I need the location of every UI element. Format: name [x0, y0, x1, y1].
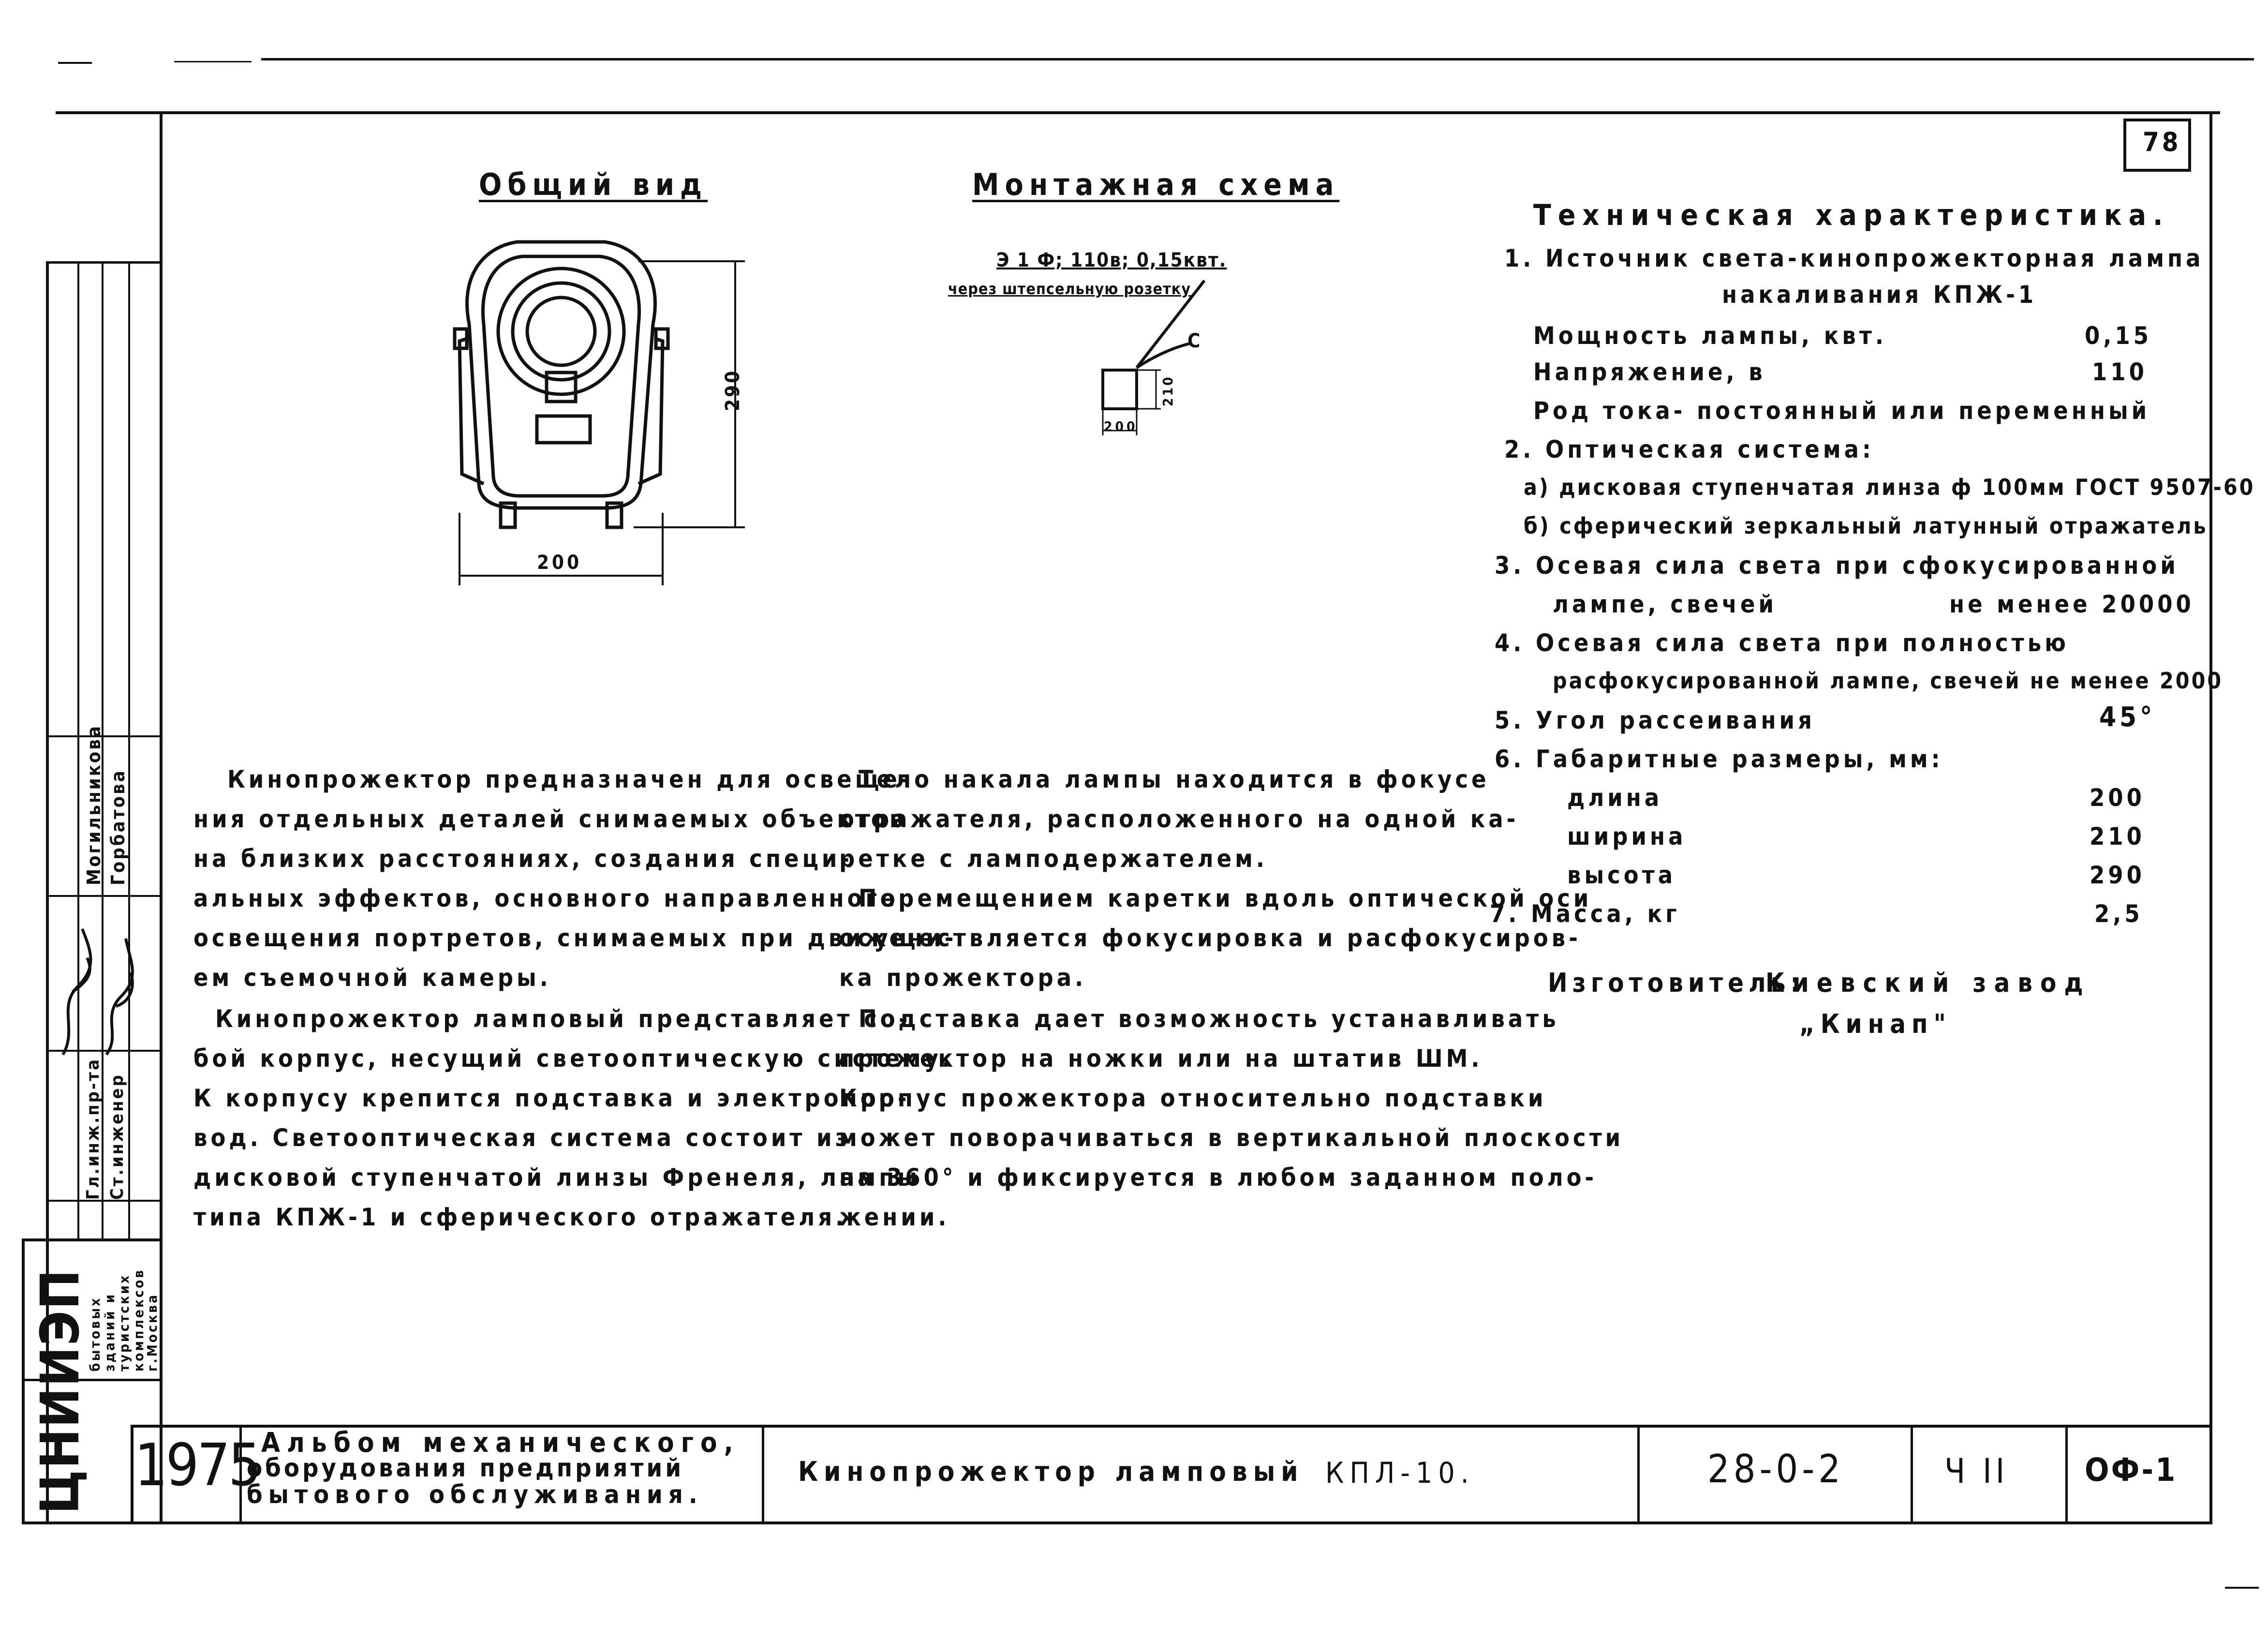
dim-width: 200 — [537, 552, 582, 574]
spec-line: 4. Осевая сила света при полностью — [1495, 629, 2069, 657]
desc-line: К корпусу крепится подставка и электропро- — [193, 1084, 910, 1112]
org-desc-1: бытовых — [87, 1296, 103, 1372]
album-line-1: Альбом механического, — [261, 1427, 740, 1459]
manufacturer-name-2: „Кинап" — [1799, 1009, 1952, 1039]
desc-line: дисковой ступенчатой линзы Френеля, лампы — [193, 1163, 920, 1192]
spec-line: лампе, свечей — [1553, 590, 1777, 618]
spec-line: накаливания КПЖ-1 — [1722, 281, 2037, 309]
sheet-code: ОФ-1 — [2085, 1451, 2178, 1489]
drawing-code: 28-0-2 — [1707, 1446, 1845, 1491]
scheme-dim-w: 200 — [1104, 418, 1138, 434]
desc-line: бой корпус, несущий светооптическую систему. — [193, 1044, 954, 1073]
stamp-role1: Гл.инж.пр-та — [83, 1058, 103, 1200]
desc-line: осуществляется фокусировка и расфокусиров- — [839, 924, 1581, 952]
stamp-role2: Ст.инженер — [107, 1073, 127, 1200]
product-name: Кинопрожектор ламповый — [798, 1456, 1304, 1488]
manufacturer-name: Киевский завод — [1765, 968, 2091, 998]
desc-line: Тело накала лампы находится в фокусе — [859, 765, 1490, 793]
spec-value: 2,5 — [2094, 900, 2143, 928]
scheme-label-c: C — [1187, 330, 1203, 352]
desc-line: ем съемочной камеры. — [193, 964, 551, 992]
year: 1975 — [134, 1432, 260, 1499]
general-view-title: Общий вид — [479, 167, 708, 202]
spec-line: 7. Масса, кг — [1490, 900, 1680, 928]
spec-line: расфокусированной лампе, свечей не менее 2000 — [1553, 668, 2224, 694]
desc-line: типа КПЖ-1 и сферического отражателя. — [193, 1203, 847, 1231]
album-line-3: бытового обслуживания. — [247, 1480, 703, 1509]
frame-right-line — [2209, 111, 2212, 1524]
desc-line: освещения портретов, снимаемых при движени- — [193, 924, 957, 952]
spec-value: 0,15 — [2085, 322, 2152, 350]
desc-line: ретке с ламподержателем. — [839, 845, 1268, 873]
product-model: КПЛ-10. — [1325, 1456, 1475, 1490]
desc-line: вод. Светооптическая система состоит из — [193, 1124, 851, 1152]
spec-line: длина — [1567, 784, 1663, 812]
org-desc-5: г.Москва — [144, 1293, 160, 1372]
spec-line: 3. Осевая сила света при сфокусированной — [1495, 552, 2179, 580]
desc-line: Кинопрожектор предназначен для освеще- — [227, 765, 913, 793]
desc-line: Корпус прожектора относительно подставки — [839, 1084, 1547, 1112]
spec-line: ширина — [1567, 822, 1687, 850]
org-name: ЦНИИЭП — [29, 1268, 91, 1514]
scheme-note-2: через штепсельную розетку — [948, 280, 1191, 298]
desc-line: может поворачиваться в вертикальной плоскости — [839, 1124, 1624, 1152]
mounting-scheme-title: Монтажная схема — [972, 167, 1340, 202]
org-desc-3: туристских — [116, 1273, 132, 1372]
part-number: Ч II — [1944, 1451, 2009, 1491]
spec-value: 200 — [2090, 784, 2145, 812]
frame-top-line — [56, 111, 2220, 114]
spec-value: 45° — [2099, 701, 2156, 733]
frame-bottom-line — [22, 1521, 2212, 1524]
spec-line: 1. Источник света-кинопрожекторная лампа — [1504, 244, 2204, 272]
stamp-name2: Горбатова — [107, 769, 129, 885]
spec-value: 290 — [2090, 861, 2145, 889]
manufacturer-label: Изготовитель: — [1548, 968, 1805, 998]
org-desc-2: зданий и — [102, 1292, 118, 1372]
desc-line: отражателя, расположенного на одной ка- — [839, 805, 1519, 833]
spec-value: 210 — [2090, 822, 2145, 850]
spec-value: 110 — [2092, 358, 2148, 386]
desc-line: ния отдельных деталей снимаемых объектов — [193, 805, 907, 833]
album-line-2: оборудования предприятий — [247, 1454, 684, 1483]
spec-line: 6. Габаритные размеры, мм: — [1495, 745, 1943, 773]
spec-line: высота — [1567, 861, 1676, 889]
spec-line: 2. Оптическая система: — [1504, 435, 1874, 463]
desc-line: Подставка дает возможность устанавливать — [859, 1005, 1559, 1033]
desc-line: Перемещением каретки вдоль оптической оси — [859, 884, 1592, 912]
specs-title: Техническая характеристика. — [1533, 198, 2170, 232]
page-number: 78 — [2143, 127, 2181, 157]
scheme-note-1: Э 1 Ф; 110в; 0,15квт. — [996, 249, 1227, 271]
spec-line: б) сферический зеркальный латунный отражатель — [1524, 513, 2208, 539]
spec-line: Род тока- постоянный или переменный — [1533, 397, 2150, 425]
spec-line: а) дисковая ступенчатая линза ф 100мм ГОСТ 9507-60 — [1524, 474, 2255, 500]
desc-line: прожектор на ножки или на штатив ШМ. — [839, 1044, 1483, 1073]
desc-line: ка прожектора. — [839, 964, 1087, 992]
spec-line: 5. Угол рассеивания — [1495, 706, 1815, 734]
desc-line: на 360° и фиксируется в любом заданном поло- — [839, 1163, 1598, 1192]
dim-height: 290 — [722, 369, 744, 411]
desc-line: Кинопрожектор ламповый представляет со- — [215, 1005, 911, 1033]
spec-line: Мощность лампы, квт. — [1533, 322, 1887, 350]
desc-line: жении. — [839, 1203, 950, 1231]
signatures — [48, 909, 160, 1064]
org-desc-4: комплексов — [131, 1268, 147, 1372]
desc-line: альных эффектов, основного направленного — [193, 884, 899, 912]
stamp-name1: Могильникова — [83, 724, 104, 885]
scheme-dim-h: 210 — [1160, 375, 1176, 406]
desc-line: на близких расстояниях, создания специ- — [193, 845, 853, 873]
spec-value: не менее 20000 — [1949, 590, 2194, 618]
spec-line: Напряжение, в — [1533, 358, 1766, 386]
